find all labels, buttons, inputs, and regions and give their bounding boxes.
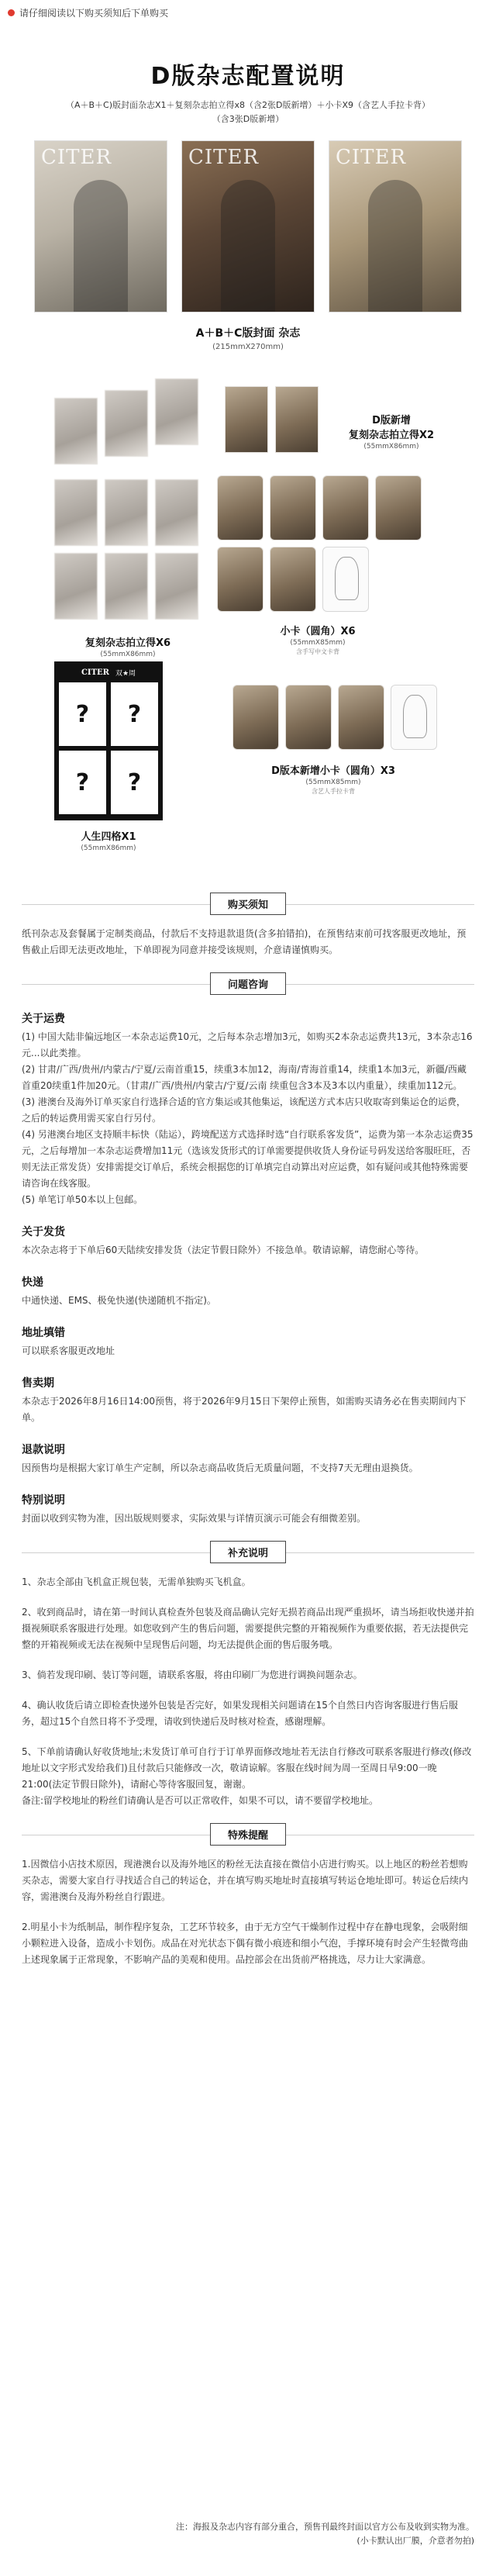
supplement-heading: 补充说明 xyxy=(22,1541,474,1563)
subtitle-line-2: （含3张D版新增） xyxy=(212,114,284,124)
refund-text: 因预售均是根据大家订单生产定制，所以杂志商品收货后无质量问题，不支持7天无理由退换货。 xyxy=(22,1462,418,1473)
minicard-1 xyxy=(217,475,264,540)
refund-title: 退款说明 xyxy=(22,1444,65,1456)
purchase-notice xyxy=(0,0,496,26)
address-text: 可以联系客服更改地址 xyxy=(22,1345,115,1356)
supplement-item-1: 1、杂志全部由飞机盒正规包装，无需单独购买飞机盒。 xyxy=(22,1576,251,1587)
shipping-item-2: (2) 甘肃/广西/贵州/内蒙古/宁夏/云南首重15，续重3本加12，海南/青海首重14，续重1本加3元，新疆/西藏 首重20续重1件加20元。（甘肃/广西/贵州/内蒙古/宁夏/云南 续重包含3本及3本以内重量），续重加112元。 xyxy=(22,1064,467,1091)
minicard-back-handwritten xyxy=(322,547,369,612)
special-text: 封面以收到实物为准，因出版规则要求，实际效果与详情页演示可能会有细微差别。 xyxy=(22,1513,367,1524)
shipping-item-3: (3) 港澳台及海外订单买家自行选择合适的官方集运或其他集运，该配送方式本店只收取寄到集运仓的运费，之后的转运费用需买家自行另付。 xyxy=(22,1096,466,1124)
qa-section xyxy=(0,972,496,1527)
supplement-remark: 备注:留学校地址的粉丝们请确认是否可以正常收件，如果不可以，请不要留学校地址。 xyxy=(22,1795,379,1806)
polaroid-1 xyxy=(54,479,98,546)
footer-line-2: (小卡默认出厂膜，介意者勿拍) xyxy=(356,2536,474,2546)
presale-text: 本杂志于2026年8月16日14:00预售，将于2026年9月15日下架停止预售，如需购买请务必在售卖期间内下单。 xyxy=(22,1396,467,1423)
polaroid-d-4 xyxy=(225,386,268,453)
footer-line-1: 注：海报及杂志内容有部分重合，预售刊最终封面以官方公布及收到实物为准。 xyxy=(176,2522,474,2532)
shipping-item-4: (4) 另港澳台地区支持顺丰标快（陆运），跨境配送方式选择时选“自行联系客发货”，运费为第一本杂志运费35元，之后每增加一本杂志运费增加11元（选该发货形式的订单需要提供收货人身份证号码发送给客服旺旺，否则无法正常发货）安排需提交订单后，系统会根据您的订单填完自动算出对应运费，如有疑问或其他特殊需要请咨询在线客服。 xyxy=(22,1129,474,1189)
four-grid-logo: CITER xyxy=(81,668,109,677)
four-grid-cell-2: ? xyxy=(111,682,158,746)
cover-a-figure xyxy=(74,180,128,312)
cover-c-image xyxy=(329,140,462,313)
polaroid-d-3 xyxy=(155,378,198,445)
polaroid-d-5 xyxy=(275,386,319,453)
cover-a-image xyxy=(34,140,167,313)
polaroid-size: (55mmX86mm) xyxy=(100,651,156,658)
cover-c-brand: CITER xyxy=(336,146,407,169)
address-title: 地址填错 xyxy=(22,1327,65,1339)
express-text: 中通快递、EMS、极免快递(快递随机不指定)。 xyxy=(22,1295,216,1306)
express-title: 快递 xyxy=(22,1276,43,1289)
cover-caption xyxy=(0,325,496,351)
polaroid-2 xyxy=(105,479,148,546)
shipping-item-5: (5) 单笔订单50本以上包邮。 xyxy=(22,1194,143,1205)
shipping-item-1: (1) 中国大陆非偏远地区一本杂志运费10元，之后每本杂志增加3元，如购买2本杂志运费共13元，3本杂志16元...以此类推。 xyxy=(22,1031,473,1058)
minicard-6 xyxy=(270,547,316,612)
presale-title: 售卖期 xyxy=(22,1377,54,1390)
minicard-d-1 xyxy=(232,685,279,750)
supplement-item-5: 5、下单前请确认好收货地址;未发货订单可自行于订单界面修改地址若无法自行修改可联系客服进行修改(修改地址以文字形式发给我们)且付款后只能修改一次，敬请谅解。客服在线时间为周一至周日早9:00一晚21:00(法定节假日除外)，请耐心等待客服回复，谢谢。 xyxy=(22,1746,472,1790)
polaroid-d-name2: 复刻杂志拍立得X2 xyxy=(348,430,435,441)
cover-caption-title: A＋B＋C版封面 杂志 xyxy=(195,327,301,340)
minicard-4 xyxy=(375,475,422,540)
minicard-5 xyxy=(217,547,264,612)
delivery-title: 关于发货 xyxy=(22,1226,65,1238)
qa-heading: 问题咨询 xyxy=(22,972,474,995)
minicard-name: 小卡（圆角）X6 xyxy=(280,626,356,637)
four-grid-cell-1: ? xyxy=(59,682,106,746)
four-grid-header xyxy=(59,666,158,679)
reminder-heading: 特殊提醒 xyxy=(22,1823,474,1846)
delivery-text: 本次杂志将于下单后60天陆续安排发货（法定节假日除外）不接急单。敬请谅解，请您耐心等待。 xyxy=(22,1245,425,1255)
four-grid-cell-4: ? xyxy=(111,751,158,814)
four-grid-cell-3: ? xyxy=(59,751,106,814)
polaroid-d-label xyxy=(326,412,457,451)
polaroid-d-1 xyxy=(54,398,98,464)
minicard-d-label xyxy=(225,762,442,796)
polaroid-4 xyxy=(54,553,98,620)
minicard-d-note: 含艺人手拉卡背 xyxy=(312,788,355,795)
four-grid-label xyxy=(43,828,174,852)
minicard-size: (55mmX85mm) xyxy=(290,639,346,647)
cover-b-figure xyxy=(221,180,275,312)
minicard-d-name: D版本新增小卡（圆角）X3 xyxy=(271,765,395,777)
polaroid-d-name: D版新增 xyxy=(372,415,411,426)
supplement-item-2: 2、收到商品时，请在第一时间认真检查外包装及商品确认完好无损若商品出现严重损坏，请当场拒收快递并拍摄视频联系客服进行处理。如您收到产生的售后问题，需要提供完整的开箱视频作为重要依据，若无法提供完整的开箱视频或无法在视频中呈现售后问题，均无法提供企面的售后服务哦。 xyxy=(22,1607,474,1650)
four-grid-photo xyxy=(54,661,163,820)
four-grid-name: 人生四格X1 xyxy=(81,831,136,843)
minicard-label xyxy=(225,623,411,656)
shipping-title: 关于运费 xyxy=(22,1013,65,1025)
reminder-item-2: 2.明星小卡为纸制品，制作程序复杂，工艺环节较多，由于无方空气干燥制作过程中存在静电现象，会吸附细小颗粒进入设备，造成小卡划伤。成品在对光状态下偶有微小痕迹和细小气泡，手撑环境有时会产生轻微弯曲上述现象属于正常现象，不影响产品的美观和使用。品控部会在出货前严格挑选，尽力让大家满意。 xyxy=(22,1922,469,1965)
cover-b-brand: CITER xyxy=(188,146,260,169)
reminder-item-1: 1.因微信小店技术原因，现港澳台以及海外地区的粉丝无法直接在微信小店进行购买。以上地区的粉丝若想购买杂志，需要大家自行寻找适合自己的转运仓，并在填写购买地址时直接填写转运仓地址即可。转运仓后续内容，需港澳台及海外粉丝自行跟进。 xyxy=(22,1859,469,1902)
minicard-d-back-signature xyxy=(391,685,437,750)
footer-note xyxy=(22,2520,474,2548)
magazine-covers xyxy=(0,140,496,313)
supplement-item-3: 3、倘若发现印刷、装订等问题，请联系客服，将由印刷厂为您进行调换问题杂志。 xyxy=(22,1670,363,1680)
polaroid-6 xyxy=(155,553,198,620)
special-title: 特别说明 xyxy=(22,1494,65,1507)
polaroid-3 xyxy=(155,479,198,546)
purchase-text: 纸刊杂志及套餐属于定制类商品，付款后不支持退款退货(含多拍错拍)，在预售结束前可找客服更改地址，预售截止后即无法更改地址，下单即视为同意并接受该规则，介意请谨慎购买。 xyxy=(22,928,467,955)
notice-text: 请仔细阅读以下购买须知后下单购买 xyxy=(19,8,169,19)
polaroid-d-2 xyxy=(105,390,148,457)
four-grid-size: (55mmX86mm) xyxy=(81,844,136,852)
cover-b-image xyxy=(181,140,315,313)
notice-dot-icon xyxy=(8,9,15,16)
minicard-d-3 xyxy=(338,685,384,750)
subtitle-line-1: （A＋B＋C)版封面杂志X1＋复刻杂志拍立得x8（含2张D版新增）＋小卡X9（含艺人手拉卡背） xyxy=(65,100,431,110)
four-grid-header-text: 双★周 xyxy=(115,669,136,678)
cover-c-figure xyxy=(368,180,422,312)
cover-a-brand: CITER xyxy=(41,146,112,169)
minicard-2 xyxy=(270,475,316,540)
minicard-note: 含手写中文卡背 xyxy=(296,648,339,655)
minicard-d-size: (55mmX85mm) xyxy=(305,779,361,786)
purchase-heading: 购买须知 xyxy=(22,893,474,915)
polaroid-label xyxy=(46,634,209,658)
minicard-3 xyxy=(322,475,369,540)
minicard-d-2 xyxy=(285,685,332,750)
supplement-section xyxy=(0,1541,496,1809)
page-title: D版杂志配置说明 xyxy=(150,63,346,90)
polaroid-5 xyxy=(105,553,148,620)
cover-caption-size: (215mmX270mm) xyxy=(212,343,284,351)
polaroid-d-size: (55mmX86mm) xyxy=(363,443,419,451)
polaroid-name: 复刻杂志拍立得X6 xyxy=(84,637,171,649)
reminder-section xyxy=(0,1823,496,1968)
product-showcase xyxy=(0,351,496,1034)
four-grid-cells xyxy=(59,682,158,814)
page-subtitle xyxy=(0,98,496,126)
supplement-item-4: 4、确认收货后请立即检查快递外包装是否完好，如果发现相关问题请在15个自然日内咨询客服进行售后服务，超过15个自然日将不予受理，请收到快递后及时核对检查，感谢理解。 xyxy=(22,1700,458,1727)
